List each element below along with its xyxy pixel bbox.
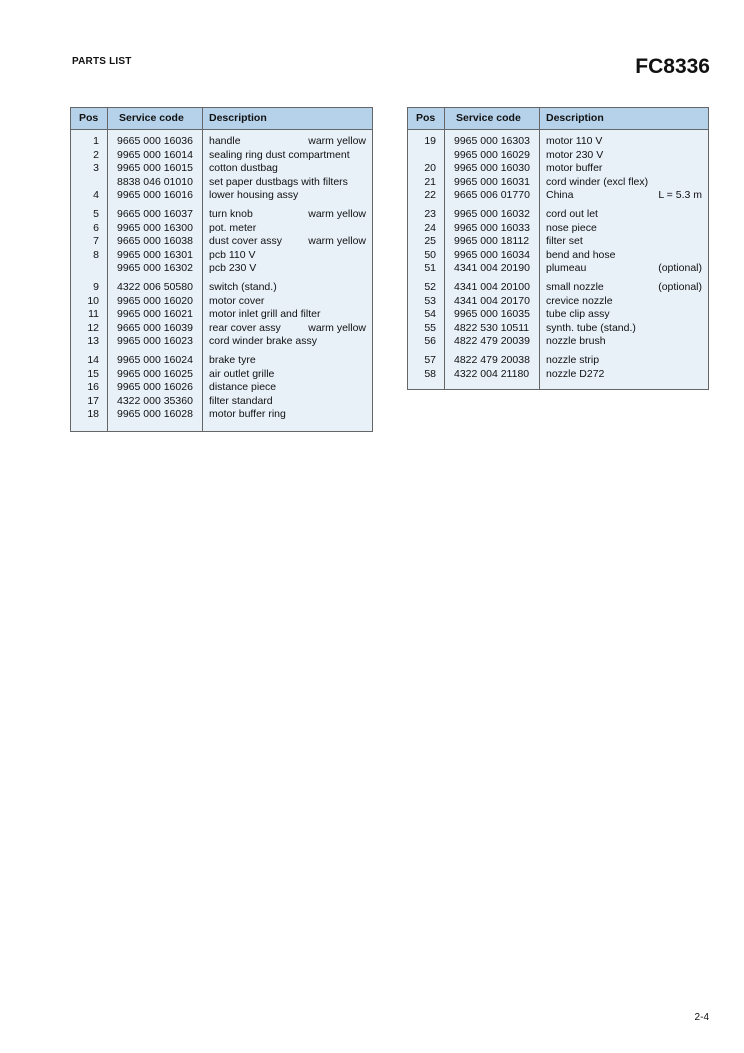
row-pos: 21 [424, 175, 436, 188]
row-service-code: 9665 000 16036 [117, 135, 193, 147]
table-row [408, 176, 708, 190]
row-pos: 10 [87, 294, 99, 307]
row-description: rear cover assy [209, 321, 281, 334]
row-pos: 7 [93, 235, 99, 248]
page-section-title: PARTS LIST [72, 56, 132, 67]
row-description: motor cover [209, 294, 265, 307]
row-description: motor inlet grill and filter [209, 308, 321, 321]
row-service-code: 4341 004 20100 [454, 280, 530, 293]
row-service-code: 9965 000 16016 [117, 189, 193, 202]
header-description: Description [209, 112, 267, 124]
table-row [71, 176, 372, 190]
table-row [71, 408, 372, 422]
table-row [408, 189, 708, 203]
row-description: pcb 230 V [209, 262, 257, 275]
row-pos: 8 [93, 248, 99, 261]
table-body [71, 135, 372, 422]
row-pos: 18 [87, 408, 99, 421]
table-row [71, 135, 372, 149]
row-pos: 51 [424, 262, 436, 275]
table-row [408, 368, 708, 382]
row-description: small nozzle [546, 280, 604, 293]
row-pos: 57 [424, 353, 436, 366]
table-row [71, 208, 372, 222]
row-pos: 25 [424, 235, 436, 248]
table-row [71, 395, 372, 409]
row-pos: 22 [424, 189, 436, 202]
table-row [408, 281, 708, 295]
row-pos: 5 [93, 207, 99, 220]
header-description: Description [546, 112, 604, 124]
row-service-code: 9965 000 16303 [454, 135, 530, 147]
row-description: brake tyre [209, 353, 256, 366]
row-service-code: 9965 000 18112 [454, 235, 530, 248]
row-service-code: 9965 000 16015 [117, 162, 193, 175]
row-description: crevice nozzle [546, 294, 613, 307]
row-service-code: 9965 000 16030 [454, 162, 530, 175]
row-description: cord out let [546, 207, 598, 220]
row-pos: 52 [424, 280, 436, 293]
row-service-code: 9965 000 16035 [454, 308, 530, 321]
row-pos: 1 [93, 135, 99, 147]
row-description: set paper dustbags with filters [209, 175, 348, 188]
table-row [408, 222, 708, 236]
table-row [71, 189, 372, 203]
table-row [71, 222, 372, 236]
row-pos: 12 [87, 321, 99, 334]
parts-table-left [70, 107, 373, 432]
row-description: sealing ring dust compartment [209, 148, 350, 161]
row-pos: 55 [424, 321, 436, 334]
table-row [71, 381, 372, 395]
row-service-code: 9965 000 16021 [117, 308, 193, 321]
row-pos: 24 [424, 221, 436, 234]
row-note: (optional) [658, 262, 702, 275]
row-description: motor 230 V [546, 148, 604, 161]
table-row [71, 368, 372, 382]
row-pos: 58 [424, 367, 436, 380]
row-pos: 4 [93, 189, 99, 202]
row-note: (optional) [658, 280, 702, 293]
header-pos: Pos [79, 112, 99, 124]
row-description: motor buffer [546, 162, 603, 175]
row-description: China [546, 189, 574, 202]
page-number: 2-4 [694, 1012, 709, 1023]
row-description: plumeau [546, 262, 587, 275]
row-pos: 6 [93, 221, 99, 234]
table-row [71, 354, 372, 368]
row-service-code: 9965 000 16032 [454, 207, 530, 220]
row-note: warm yellow [308, 135, 366, 147]
row-description: lower housing assy [209, 189, 299, 202]
parts-table-right [407, 107, 709, 390]
row-service-code: 9965 000 16028 [117, 408, 193, 421]
row-service-code: 9665 000 16037 [117, 207, 193, 220]
table-row [408, 308, 708, 322]
model-number: FC8336 [635, 55, 710, 78]
row-pos: 2 [93, 148, 99, 161]
row-service-code: 9965 000 16023 [117, 335, 193, 348]
row-service-code: 9665 000 16039 [117, 321, 193, 334]
row-description: air outlet grille [209, 367, 275, 380]
row-service-code: 9965 000 16025 [117, 367, 193, 380]
table-row [408, 295, 708, 309]
table-row [408, 149, 708, 163]
row-description: filter standard [209, 394, 273, 407]
row-service-code: 4341 004 20190 [454, 262, 530, 275]
row-pos: 15 [87, 367, 99, 380]
row-pos: 3 [93, 162, 99, 175]
row-pos: 11 [88, 308, 99, 321]
table-row [71, 322, 372, 336]
row-service-code: 9965 000 16302 [117, 262, 193, 275]
header-pos: Pos [416, 112, 436, 124]
table-row [71, 281, 372, 295]
row-description: nose piece [546, 221, 597, 234]
row-service-code: 9965 000 16014 [117, 148, 193, 161]
row-pos: 54 [424, 308, 436, 321]
row-description: switch (stand.) [209, 280, 277, 293]
row-service-code: 9965 000 16300 [117, 221, 193, 234]
row-service-code: 9965 000 16024 [117, 353, 193, 366]
table-header [408, 108, 708, 130]
row-description: cord winder (excl flex) [546, 175, 649, 188]
row-service-code: 9965 000 16301 [117, 248, 193, 261]
table-row [408, 249, 708, 263]
row-pos: 56 [424, 335, 436, 348]
table-row [71, 149, 372, 163]
row-description: handle [209, 135, 241, 147]
table-row [71, 308, 372, 322]
row-description: turn knob [209, 207, 253, 220]
row-service-code: 9665 006 01770 [454, 189, 530, 202]
row-description: motor buffer ring [209, 408, 286, 421]
row-note: warm yellow [308, 235, 366, 248]
row-service-code: 4822 530 10511 [454, 321, 530, 334]
row-service-code: 9965 000 16026 [117, 381, 193, 394]
table-row [408, 235, 708, 249]
table-row [71, 295, 372, 309]
row-service-code: 9665 000 16038 [117, 235, 193, 248]
row-description: distance piece [209, 381, 277, 394]
table-row [71, 262, 372, 276]
row-pos: 19 [424, 135, 436, 147]
row-description: nozzle strip [546, 353, 600, 366]
row-pos: 9 [93, 280, 99, 293]
row-service-code: 4322 004 21180 [454, 367, 530, 380]
row-description: dust cover assy [209, 235, 282, 248]
table-row [71, 249, 372, 263]
row-service-code: 9965 000 16033 [454, 221, 530, 234]
row-service-code: 4322 000 35360 [117, 394, 193, 407]
row-pos: 23 [424, 207, 436, 220]
table-header [71, 108, 372, 130]
row-description: nozzle D272 [546, 367, 605, 380]
table-row [408, 354, 708, 368]
row-description: tube clip assy [546, 308, 610, 321]
table-row [71, 162, 372, 176]
table-row [408, 162, 708, 176]
row-description: cord winder brake assy [209, 335, 317, 348]
row-service-code: 9965 000 16034 [454, 248, 530, 261]
row-service-code: 4322 006 50580 [117, 280, 193, 293]
row-note: warm yellow [308, 207, 366, 220]
row-note: L = 5.3 m [658, 189, 702, 202]
table-row [408, 335, 708, 349]
row-description: cotton dustbag [209, 162, 278, 175]
row-description: synth. tube (stand.) [546, 321, 636, 334]
row-description: nozzle brush [546, 335, 606, 348]
table-row [408, 322, 708, 336]
row-service-code: 9965 000 16020 [117, 294, 193, 307]
row-service-code: 4822 479 20038 [454, 353, 530, 366]
row-service-code: 8838 046 01010 [117, 175, 193, 188]
table-row [408, 262, 708, 276]
row-description: filter set [546, 235, 583, 248]
table-body [408, 135, 708, 381]
table-row [408, 208, 708, 222]
row-service-code: 9965 000 16031 [454, 175, 530, 188]
row-service-code: 4822 479 20039 [454, 335, 530, 348]
row-note: warm yellow [308, 321, 366, 334]
row-pos: 20 [424, 162, 436, 175]
row-pos: 53 [424, 294, 436, 307]
row-service-code: 9965 000 16029 [454, 148, 530, 161]
row-description: pcb 110 V [209, 248, 256, 261]
row-service-code: 4341 004 20170 [454, 294, 530, 307]
row-description: bend and hose [546, 248, 616, 261]
table-row [408, 135, 708, 149]
row-description: motor 110 V [546, 135, 603, 147]
table-row [71, 335, 372, 349]
row-pos: 17 [87, 394, 99, 407]
row-pos: 14 [87, 353, 99, 366]
header-service-code: Service code [456, 112, 521, 124]
row-description: pot. meter [209, 221, 257, 234]
row-pos: 13 [87, 335, 99, 348]
row-pos: 50 [424, 248, 436, 261]
row-pos: 16 [87, 381, 99, 394]
header-service-code: Service code [119, 112, 184, 124]
table-row [71, 235, 372, 249]
